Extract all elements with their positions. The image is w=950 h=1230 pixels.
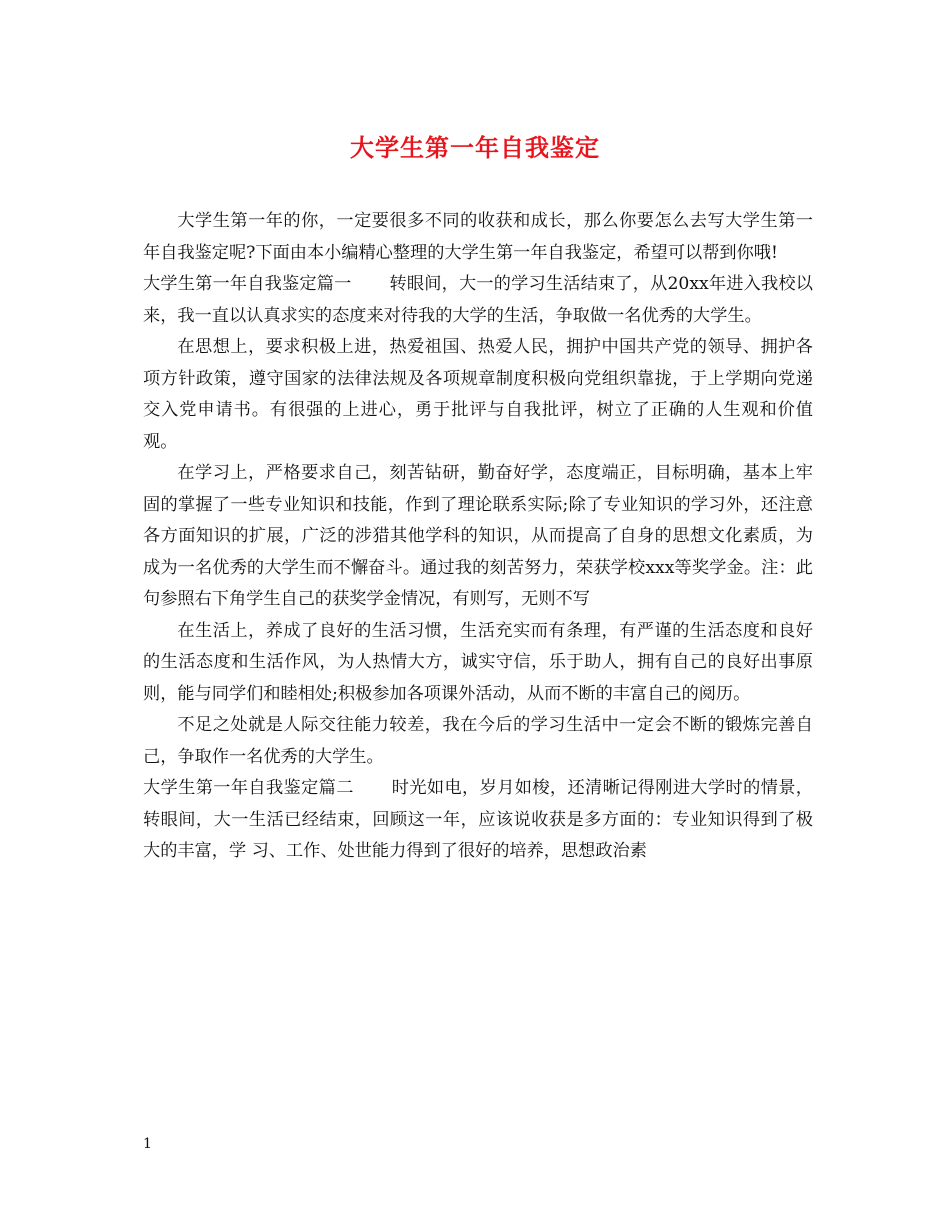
- intro-paragraph: 大学生第一年的你，一定要很多不同的收获和成长，那么你要怎么去写大学生第一年自我鉴定呢?下面由本小编精心整理的大学生第一年自我鉴定，希望可以帮到你哦!: [143, 211, 813, 263]
- shortcoming-paragraph: 不足之处就是人际交往能力较差，我在今后的学习生活中一定会不断的锻炼完善自己，争取作一名优秀的大学生。: [143, 715, 813, 767]
- section-2-text: 时光如电，岁月如梭，还清晰记得刚进大学时的情景，转眼间，大一生活已经结束，回顾这一年，应该说收获是多方面的：专业知识得到了极大的丰富，学 习、工作、处世能力得到了很好的培养，思想政治素: [143, 778, 813, 861]
- section-1-paragraph: [143, 269, 813, 332]
- section-1-text: 转眼间，大一的学习生活结束了，从20xx年进入我校以来，我一直以认真求实的态度来对待我的大学的生活，争取做一名优秀的大学生。: [143, 274, 813, 326]
- thought-paragraph: 在思想上，要求积极上进，热爱祖国、热爱人民，拥护中国共产党的领导、拥护各项方针政策，遵守国家的法律法规及各项规章制度积极向党组织靠拢，于上学期向党递交入党申请书。有很强的上进心，勇于批评与自我批评，树立了正确的人生观和价值观。: [143, 337, 813, 452]
- document-title: 大学生第一年自我鉴定: [350, 133, 600, 162]
- study-paragraph: 在学习上，严格要求自己，刻苦钻研，勤奋好学，态度端正，目标明确，基本上牢固的掌握了一些专业知识和技能，作到了理论联系实际;除了专业知识的学习外，还注意各方面知识的扩展，广泛的涉猎其他学科的知识，从而提高了自身的思想文化素质，为成为一名优秀的大学生而不懈奋斗。通过我的刻苦努力，荣获学校xxx等奖学金。注：此句参照右下角学生自己的获奖学金情况，有则写，无则不写: [143, 463, 813, 609]
- section-2-heading: 大学生第一年自我鉴定篇二: [143, 778, 354, 798]
- document-body: [143, 206, 813, 868]
- life-paragraph: 在生活上，养成了良好的生活习惯，生活充实而有条理，有严谨的生活态度和良好的生活态度和生活作风，为人热情大方，诚实守信，乐于助人，拥有自己的良好出事原则，能与同学们和睦相处;积极参加各项课外活动，从而不断的丰富自己的阅历。: [143, 620, 813, 704]
- section-2-paragraph: [143, 773, 813, 868]
- section-1-heading: 大学生第一年自我鉴定篇一: [143, 274, 352, 294]
- page-number: 1: [143, 1136, 152, 1152]
